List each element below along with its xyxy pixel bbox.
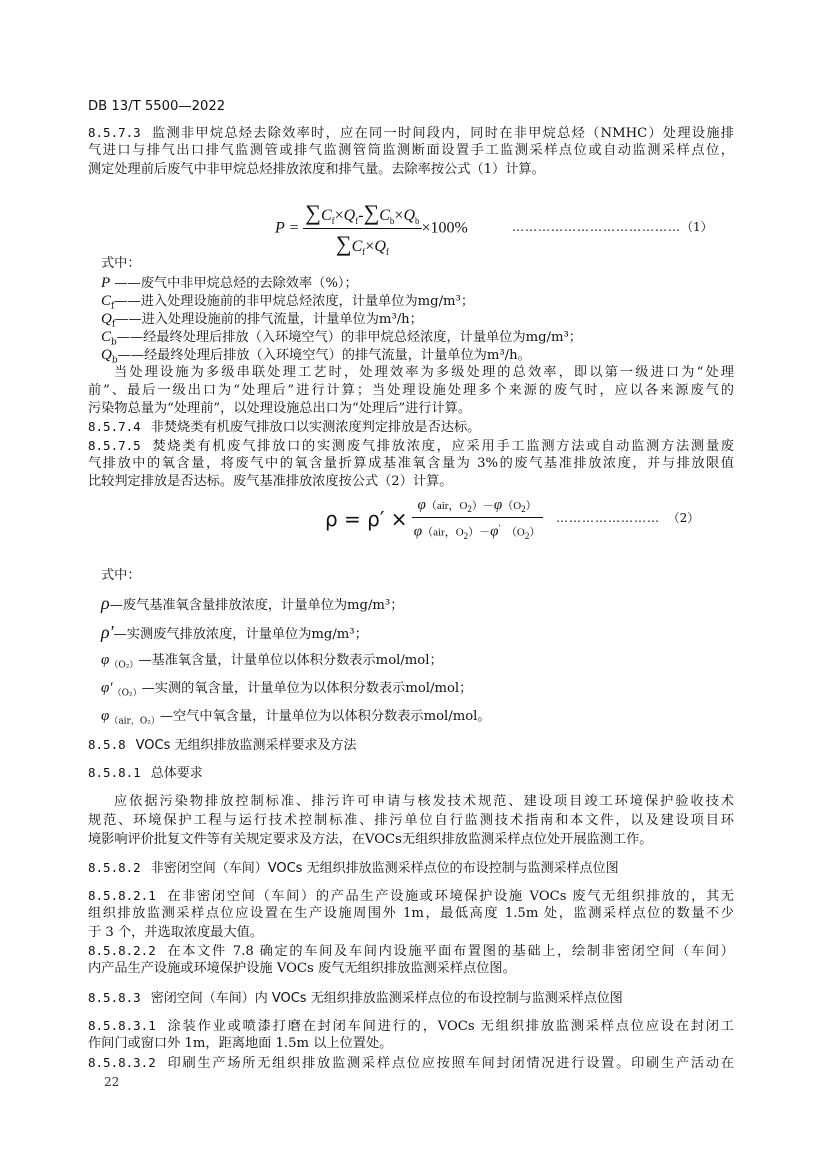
- var-c: C: [351, 238, 363, 256]
- var-q: Q: [343, 207, 356, 224]
- heading-8-5-8-3: [88, 989, 734, 1007]
- sub: 2: [524, 531, 530, 542]
- sub: f: [331, 216, 335, 227]
- clause-text: 涂装作业或喷漆打磨在封闭车间进行的，VOCs 无组织排放监测采样点位应设在封闭工: [165, 1019, 734, 1034]
- op: －: [479, 526, 491, 539]
- paragraph-line: 规范、环境保护工程与运行技术控制标准、排污单位自行监测技术指南和本文件，以及建设项目环: [88, 813, 734, 828]
- clause-text: 非焚烧类有机废气排放口以实测浓度判定排放是否达标。: [150, 420, 481, 435]
- variable-rho-prime: [101, 623, 747, 645]
- clause-8-5-7-4: [88, 418, 734, 436]
- prime: ′: [498, 523, 501, 534]
- op: ×: [365, 238, 375, 256]
- clause-number: 8.5.7.3: [88, 125, 141, 140]
- formula-2-label: [556, 509, 734, 527]
- sum-symbol: ∑: [363, 200, 380, 225]
- sub: 2: [463, 531, 469, 542]
- sub: 2: [521, 504, 526, 515]
- clause-text: 焚烧类有机废气排放口的实测废气排放浓度，应采用手工监测方法或自动监测方法测量废: [150, 439, 734, 454]
- symbol: C: [101, 329, 112, 345]
- subscript: f: [111, 319, 116, 330]
- formula-lhs: ρ = ρ′ ×: [325, 507, 408, 532]
- definition: —基准氧含量，计量单位以体积分数表示mol/mol；: [138, 653, 443, 668]
- phi: φ: [490, 523, 499, 540]
- variable-cb: [101, 328, 747, 346]
- clause-text: 在本文件 7.8 确定的车间及车间内设施平面布置图的基础上，绘制非密闭空间（车间）: [165, 944, 734, 959]
- variable-p: [101, 274, 747, 292]
- variable-cf: [101, 292, 747, 310]
- page-number: 22: [104, 1075, 120, 1089]
- clause-number: 8.5.8.3.2: [88, 1055, 156, 1070]
- clause-text: 印刷生产场所无组织排放监测采样点位应按照车间封闭情况进行设置。印刷生产活动在: [165, 1056, 734, 1071]
- paragraph-line: 前”、最后一级出口为“处理后”进行计算；当处理设施处理多个来源的废气时，应以各来源废气的: [88, 383, 734, 398]
- sum-symbol: ∑: [335, 231, 352, 257]
- clause-text: 在非密闭空间（车间）的产品生产设施或环境保护设施 VOCs 废气无组织排放的，其无: [165, 889, 734, 904]
- clause-text-line: 作间门或窗口外 1m，距离地面 1.5m 以上位置处。: [88, 1036, 393, 1051]
- clause-number: 8.5.7.4: [88, 419, 141, 434]
- leader-dots: ……………………: [556, 511, 660, 525]
- definition: ——进入处理设施前的排气流量，计量单位为m³/h；: [115, 312, 423, 327]
- paragraph-line: 污染物总量为“处理前”，以处理设施总出口为“处理后”进行计算。: [88, 401, 472, 416]
- phi: φ: [413, 523, 423, 540]
- formula-1-label: [512, 218, 734, 236]
- heading-text: 密闭空间（车间）内 VOCs 无组织排放监测采样点位的布设控制与监测采样点位图: [150, 991, 623, 1006]
- heading-8-5-8-2: [88, 859, 734, 877]
- variable-rho: [101, 594, 747, 616]
- variable-qb: [101, 346, 747, 364]
- symbol: P: [101, 275, 111, 291]
- formula-2: [325, 497, 543, 541]
- clause-number: 8.5.8.1: [88, 765, 141, 780]
- sub: f: [355, 216, 359, 227]
- clause-text-line: 于 3 个，并选取浓度最大值。: [88, 925, 264, 940]
- leader-dots: …………………………………: [512, 220, 681, 234]
- clause-8-5-8-3-1: [88, 1017, 734, 1035]
- clause-text-line: 内产品生产设施或环境保护设施 VOCs 废气无组织排放监测采样点位图。: [88, 961, 516, 976]
- formula-lhs: P =: [275, 219, 300, 237]
- symbol: φ: [101, 652, 110, 668]
- clause-text-line: 气进口与排气出口排气监测管或排气监测管筒监测断面设置手工监测采样点位或自动监测采样点位，: [88, 143, 734, 158]
- clause-8-5-8-2-2: [88, 942, 734, 960]
- heading-8-5-8-1: [88, 764, 734, 782]
- document-header: DB 13/T 5500—2022: [88, 99, 226, 114]
- variable-phi-prime-o2: [101, 679, 747, 697]
- phi: φ: [493, 497, 503, 513]
- heading-text: VOCs 无组织排放监测采样要求及方法: [135, 738, 357, 753]
- symbol: ρ′: [101, 622, 114, 642]
- clause-text-line: 组织排放监测采样点位应设置在生产设施周围外 1m，最低高度 1.5m 处，监测采样点位的数量不少: [88, 906, 734, 921]
- where-label: 式中：: [101, 256, 141, 271]
- clause-text-line: 气排放中的氧含量，将废气中的氧含量折算成基准氧含量为 3%的废气基准排放浓度，并与排放限值: [88, 456, 734, 471]
- symbol: C: [101, 293, 112, 309]
- where-label: 式中：: [101, 568, 141, 583]
- var-q: Q: [403, 207, 416, 224]
- phi: φ: [417, 497, 426, 513]
- symbol: Q: [101, 347, 112, 363]
- sub: ）: [468, 526, 480, 539]
- variable-phi-o2: [101, 651, 747, 669]
- sub: （air，O: [425, 500, 468, 512]
- clause-text: 监测非甲烷总烃去除效率时，应在同一时间段内，同时在非甲烷总烃（NMHC）处理设施排: [150, 126, 734, 141]
- definition: ——进入处理设施前的非甲烷总烃浓度，计量单位为mg/m³；: [114, 294, 475, 309]
- subscript: b: [111, 337, 117, 348]
- equation-number: （2）: [667, 511, 700, 525]
- subscript: （air，O₂）: [109, 716, 160, 727]
- clause-number: 8.5.8.2: [88, 860, 141, 875]
- sub: 2: [467, 504, 472, 515]
- subscript: （O₂）: [112, 688, 142, 699]
- sub: f: [362, 247, 366, 258]
- clause-8-5-8-2-1: [88, 887, 734, 905]
- heading-8-5-8: [88, 736, 734, 754]
- subscript: b: [111, 355, 118, 366]
- definition: —空气中氧含量，计量单位为以体积分数表示mol/mol。: [159, 709, 491, 724]
- formula-fraction: [303, 200, 421, 257]
- definition: —实测废气排放浓度，计量单位为mg/m³；: [113, 627, 368, 642]
- clause-number: 8.5.8.3.1: [88, 1018, 156, 1033]
- sub: b: [415, 216, 420, 227]
- subscript: （O₂）: [109, 660, 139, 671]
- clause-8-5-7-3: [88, 124, 734, 142]
- clause-number: 8.5.7.5: [88, 438, 141, 453]
- var-c: C: [379, 207, 390, 224]
- sub: （air，O: [422, 526, 464, 539]
- sub: （O: [505, 526, 525, 539]
- op: ×: [334, 207, 344, 224]
- variable-phi-air-o2: [101, 707, 747, 725]
- definition: —废气基准氧含量排放浓度，计量单位为mg/m³；: [109, 598, 404, 613]
- symbol: φ: [101, 708, 110, 724]
- subscript: f: [111, 301, 115, 312]
- sub: （O: [502, 500, 522, 512]
- sub: ）: [529, 526, 541, 539]
- op: -: [358, 207, 364, 224]
- var-c: C: [320, 207, 332, 224]
- clause-number: 8.5.8.2.2: [88, 943, 156, 958]
- var-q: Q: [374, 238, 386, 256]
- clause-8-5-7-5: [88, 437, 734, 455]
- paragraph-line: 应依据污染物排放控制标准、排污许可申请与核发技术规范、建设项目竣工环境保护验收技术: [114, 794, 734, 809]
- clause-8-5-8-3-2: [88, 1054, 734, 1072]
- clause-text-line: 测定处理前后废气中非甲烷总烃排放浓度和排气量。去除率按公式（1）计算。: [88, 162, 545, 177]
- variable-qf: [101, 310, 747, 328]
- symbol: Q: [101, 311, 112, 327]
- definition: ——废气中非甲烷总烃的去除效率（%）；: [110, 276, 358, 291]
- clause-number: 8.5.8: [88, 737, 126, 752]
- definition: ——经最终处理后排放（入环境空气）的排气流量，计量单位为m³/h。: [117, 348, 531, 363]
- sub: b: [389, 216, 395, 227]
- symbol: φ′: [101, 680, 113, 696]
- sub: ）: [525, 500, 537, 512]
- definition: —实测的氧含量，计量单位为以体积分数表示mol/mol；: [141, 681, 473, 696]
- heading-text: 非密闭空间（车间）VOCs 无组织排放监测采样点位的布设控制与监测采样点位图: [150, 861, 619, 876]
- formula-1: [275, 200, 468, 257]
- clause-number: 8.5.8.3: [88, 990, 141, 1005]
- formula-fraction: [412, 497, 543, 541]
- op: －: [482, 500, 494, 512]
- clause-text-line: 比较判定排放是否达标。废气基准排放浓度按公式（2）计算。: [88, 474, 453, 489]
- paragraph-line: 境影响评价批复文件等有关规定要求及方法，在VOCs无组织排放监测采样点位处开展监测工作。: [88, 832, 653, 847]
- sub: ）: [471, 500, 483, 512]
- op: ×: [394, 207, 404, 224]
- heading-text: 总体要求: [150, 766, 203, 781]
- sum-symbol: ∑: [305, 200, 321, 225]
- paragraph-line: 当处理设施为多级串联处理工艺时，处理效率为多级处理的总效率，即以第一级进口为“处理: [114, 365, 734, 380]
- equation-number: （1）: [681, 220, 713, 234]
- clause-number: 8.5.8.2.1: [88, 888, 156, 903]
- formula-percent: ×100%: [421, 219, 468, 237]
- symbol: ρ: [101, 593, 110, 613]
- sub: f: [385, 247, 389, 258]
- definition: ——经最终处理后排放（入环境空气）的非甲烷总烃浓度，计量单位为mg/m³；: [116, 330, 582, 345]
